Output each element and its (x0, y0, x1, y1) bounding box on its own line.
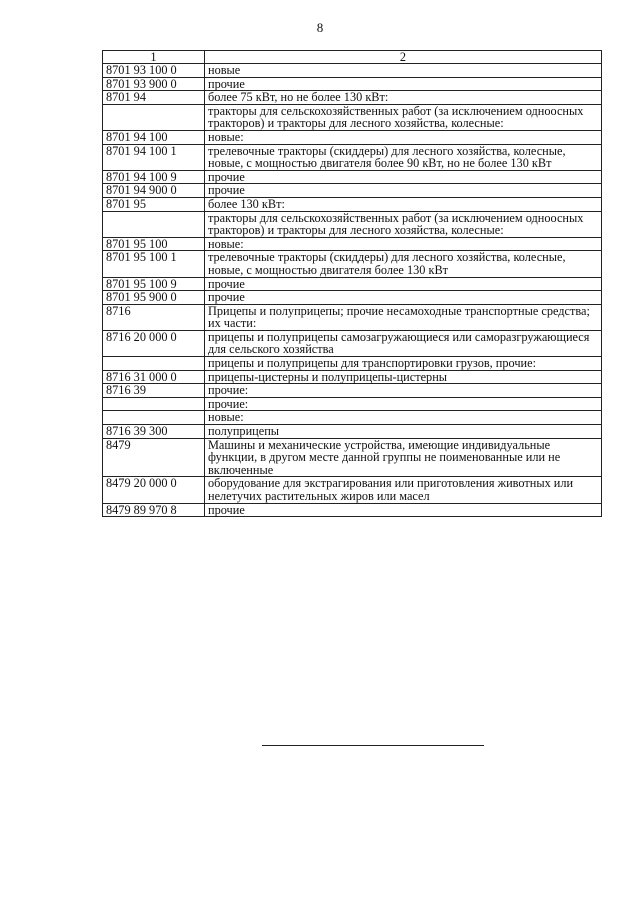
commodity-description-cell: прочие (205, 291, 602, 305)
table-row (103, 237, 602, 251)
commodity-code-cell: 8479 20 000 0 (103, 477, 205, 503)
commodity-description-cell: тракторы для сельскохозяйственных работ (за исключением одноосных тракторов) и тракторы для лесного хозяйства, колесные: (205, 104, 602, 130)
table-row (103, 370, 602, 384)
commodity-code-cell: 8701 94 (103, 91, 205, 105)
column-header-code: 1 (103, 51, 205, 64)
commodity-description-cell: прицепы и полуприцепы самозагружающиеся или саморазгружающиеся для сельского хозяйства (205, 330, 602, 356)
commodity-description-cell: прочие: (205, 384, 602, 398)
commodity-description-cell: более 130 кВт: (205, 197, 602, 211)
commodity-code-cell: 8716 20 000 0 (103, 330, 205, 356)
commodity-code-cell: 8701 94 100 (103, 130, 205, 144)
commodity-code-cell: 8701 94 100 1 (103, 144, 205, 170)
table-row (103, 170, 602, 184)
table-row (103, 503, 602, 517)
commodity-description-cell: новые: (205, 411, 602, 425)
commodity-description-cell: трелевочные тракторы (скиддеры) для лесного хозяйства, колесные, новые, с мощностью двигателя более 130 кВт (205, 251, 602, 277)
commodity-description-cell: оборудование для экстрагирования или приготовления животных или нелетучих растительных жиров или масел (205, 477, 602, 503)
commodity-code-cell: 8701 95 100 1 (103, 251, 205, 277)
commodity-code-cell: 8701 95 100 9 (103, 277, 205, 291)
commodity-code-cell (103, 411, 205, 425)
commodity-code-cell: 8716 39 (103, 384, 205, 398)
tariff-code-table (102, 50, 602, 517)
table-row (103, 291, 602, 305)
table-row (103, 184, 602, 198)
table-row (103, 77, 602, 91)
table-row (103, 384, 602, 398)
table-row (103, 91, 602, 105)
table-row (103, 438, 602, 477)
table-row (103, 397, 602, 411)
table-row (103, 357, 602, 371)
table-row (103, 304, 602, 330)
commodity-code-cell: 8701 95 100 (103, 237, 205, 251)
table-row (103, 64, 602, 78)
commodity-code-cell: 8701 93 900 0 (103, 77, 205, 91)
commodity-description-cell: прочие (205, 277, 602, 291)
table-row (103, 411, 602, 425)
table-row (103, 104, 602, 130)
commodity-description-cell: прочие (205, 170, 602, 184)
commodity-description-cell: новые: (205, 130, 602, 144)
commodity-description-cell: прочие (205, 503, 602, 517)
commodity-code-cell (103, 211, 205, 237)
table-row (103, 330, 602, 356)
commodity-code-cell (103, 397, 205, 411)
commodity-code-cell (103, 104, 205, 130)
table-row (103, 211, 602, 237)
commodity-description-cell: трелевочные тракторы (скиддеры) для лесного хозяйства, колесные, новые, с мощностью двигателя более 90 кВт, но не более 130 кВт (205, 144, 602, 170)
commodity-description-cell: новые: (205, 237, 602, 251)
commodity-description-cell: более 75 кВт, но не более 130 кВт: (205, 91, 602, 105)
commodity-code-cell (103, 357, 205, 371)
commodity-code-cell: 8716 39 300 (103, 425, 205, 439)
commodity-code-cell: 8701 94 900 0 (103, 184, 205, 198)
commodity-code-cell: 8479 (103, 438, 205, 477)
table-body (103, 64, 602, 517)
commodity-description-cell: Машины и механические устройства, имеющие индивидуальные функции, в другом месте данной группы не поименованные или не включенные (205, 438, 602, 477)
commodity-code-cell: 8701 94 100 9 (103, 170, 205, 184)
table-row (103, 477, 602, 503)
table-row (103, 425, 602, 439)
commodity-description-cell: полуприцепы (205, 425, 602, 439)
table-row (103, 277, 602, 291)
commodity-description-cell: прочие (205, 184, 602, 198)
commodity-code-cell: 8701 93 100 0 (103, 64, 205, 78)
commodity-description-cell: Прицепы и полуприцепы; прочие несамоходные транспортные средства; их части: (205, 304, 602, 330)
table-row (103, 130, 602, 144)
commodity-code-cell: 8701 95 900 0 (103, 291, 205, 305)
commodity-code-cell: 8479 89 970 8 (103, 503, 205, 517)
end-of-document-rule (262, 745, 484, 746)
table-header-row (103, 51, 602, 64)
commodity-code-cell: 8716 (103, 304, 205, 330)
commodity-description-cell: новые (205, 64, 602, 78)
commodity-description-cell: прочие (205, 77, 602, 91)
commodity-code-cell: 8701 95 (103, 197, 205, 211)
commodity-description-cell: прочие: (205, 397, 602, 411)
table-row (103, 197, 602, 211)
commodity-code-cell: 8716 31 000 0 (103, 370, 205, 384)
column-header-description: 2 (205, 51, 602, 64)
page-number: 8 (316, 20, 324, 35)
commodity-description-cell: тракторы для сельскохозяйственных работ (за исключением одноосных тракторов) и тракторы для лесного хозяйства, колесные: (205, 211, 602, 237)
commodity-description-cell: прицепы-цистерны и полуприцепы-цистерны (205, 370, 602, 384)
table-row (103, 251, 602, 277)
commodity-description-cell: прицепы и полуприцепы для транспортировки грузов, прочие: (205, 357, 602, 371)
table-row (103, 144, 602, 170)
